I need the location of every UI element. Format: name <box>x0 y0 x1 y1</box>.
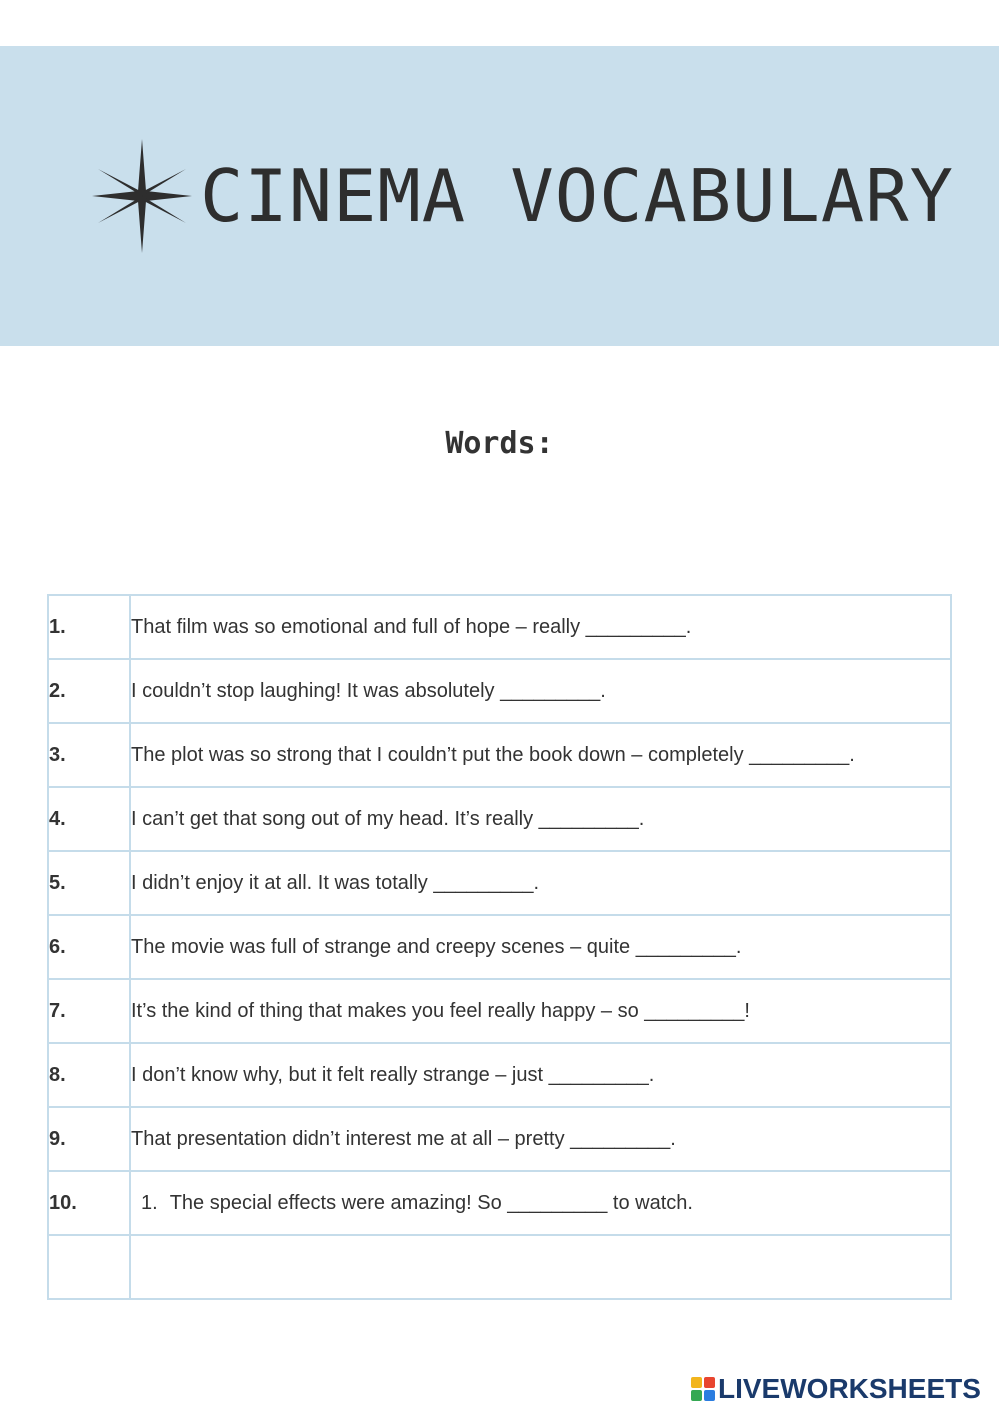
table-row <box>48 851 951 915</box>
row-number: 6. <box>48 915 130 979</box>
row-sentence[interactable]: I couldn’t stop laughing! It was absolutely _________. <box>130 659 951 723</box>
table-row <box>48 1043 951 1107</box>
row-sentence[interactable]: I can’t get that song out of my head. It’s really _________. <box>130 787 951 851</box>
row-number: 7. <box>48 979 130 1043</box>
row-number: 5. <box>48 851 130 915</box>
row-sentence[interactable]: That film was so emotional and full of hope – really _________. <box>130 595 951 659</box>
row-number: 10. <box>48 1171 130 1235</box>
liveworksheets-logo-icon <box>690 1376 716 1402</box>
list-marker: 1. <box>141 1191 158 1214</box>
table-row <box>48 659 951 723</box>
row-sentence[interactable] <box>130 1171 951 1235</box>
words-heading: Words: <box>445 426 554 461</box>
row-number: 2. <box>48 659 130 723</box>
table-row <box>48 1235 951 1299</box>
row-number: 1. <box>48 595 130 659</box>
table-row <box>48 1171 951 1235</box>
table-row <box>48 595 951 659</box>
row-number: 4. <box>48 787 130 851</box>
row-sentence[interactable]: That presentation didn’t interest me at all – pretty _________. <box>130 1107 951 1171</box>
page-title: CINEMA VOCABULARY <box>200 154 954 238</box>
row-sentence[interactable] <box>130 1235 951 1299</box>
row-sentence[interactable]: I don’t know why, but it felt really strange – just _________. <box>130 1043 951 1107</box>
table-row <box>48 979 951 1043</box>
row-number <box>48 1235 130 1299</box>
table-row <box>48 787 951 851</box>
table-row <box>48 1107 951 1171</box>
liveworksheets-brand: LIVEWORKSHEETS <box>718 1373 981 1404</box>
row-sentence[interactable]: It’s the kind of thing that makes you feel really happy – so _________! <box>130 979 951 1043</box>
four-point-star-icon <box>92 139 192 253</box>
row-number: 3. <box>48 723 130 787</box>
row-number: 9. <box>48 1107 130 1171</box>
table-row <box>48 915 951 979</box>
vocabulary-table <box>47 594 952 1300</box>
row-sentence[interactable]: The plot was so strong that I couldn’t put the book down – completely _________. <box>130 723 951 787</box>
row-sentence[interactable]: I didn’t enjoy it at all. It was totally _________. <box>130 851 951 915</box>
row-sentence-text: The special effects were amazing! So _________ to watch. <box>169 1191 693 1214</box>
row-number: 8. <box>48 1043 130 1107</box>
table-row <box>48 723 951 787</box>
row-sentence[interactable]: The movie was full of strange and creepy scenes – quite _________. <box>130 915 951 979</box>
liveworksheets-logo[interactable] <box>690 1372 981 1406</box>
